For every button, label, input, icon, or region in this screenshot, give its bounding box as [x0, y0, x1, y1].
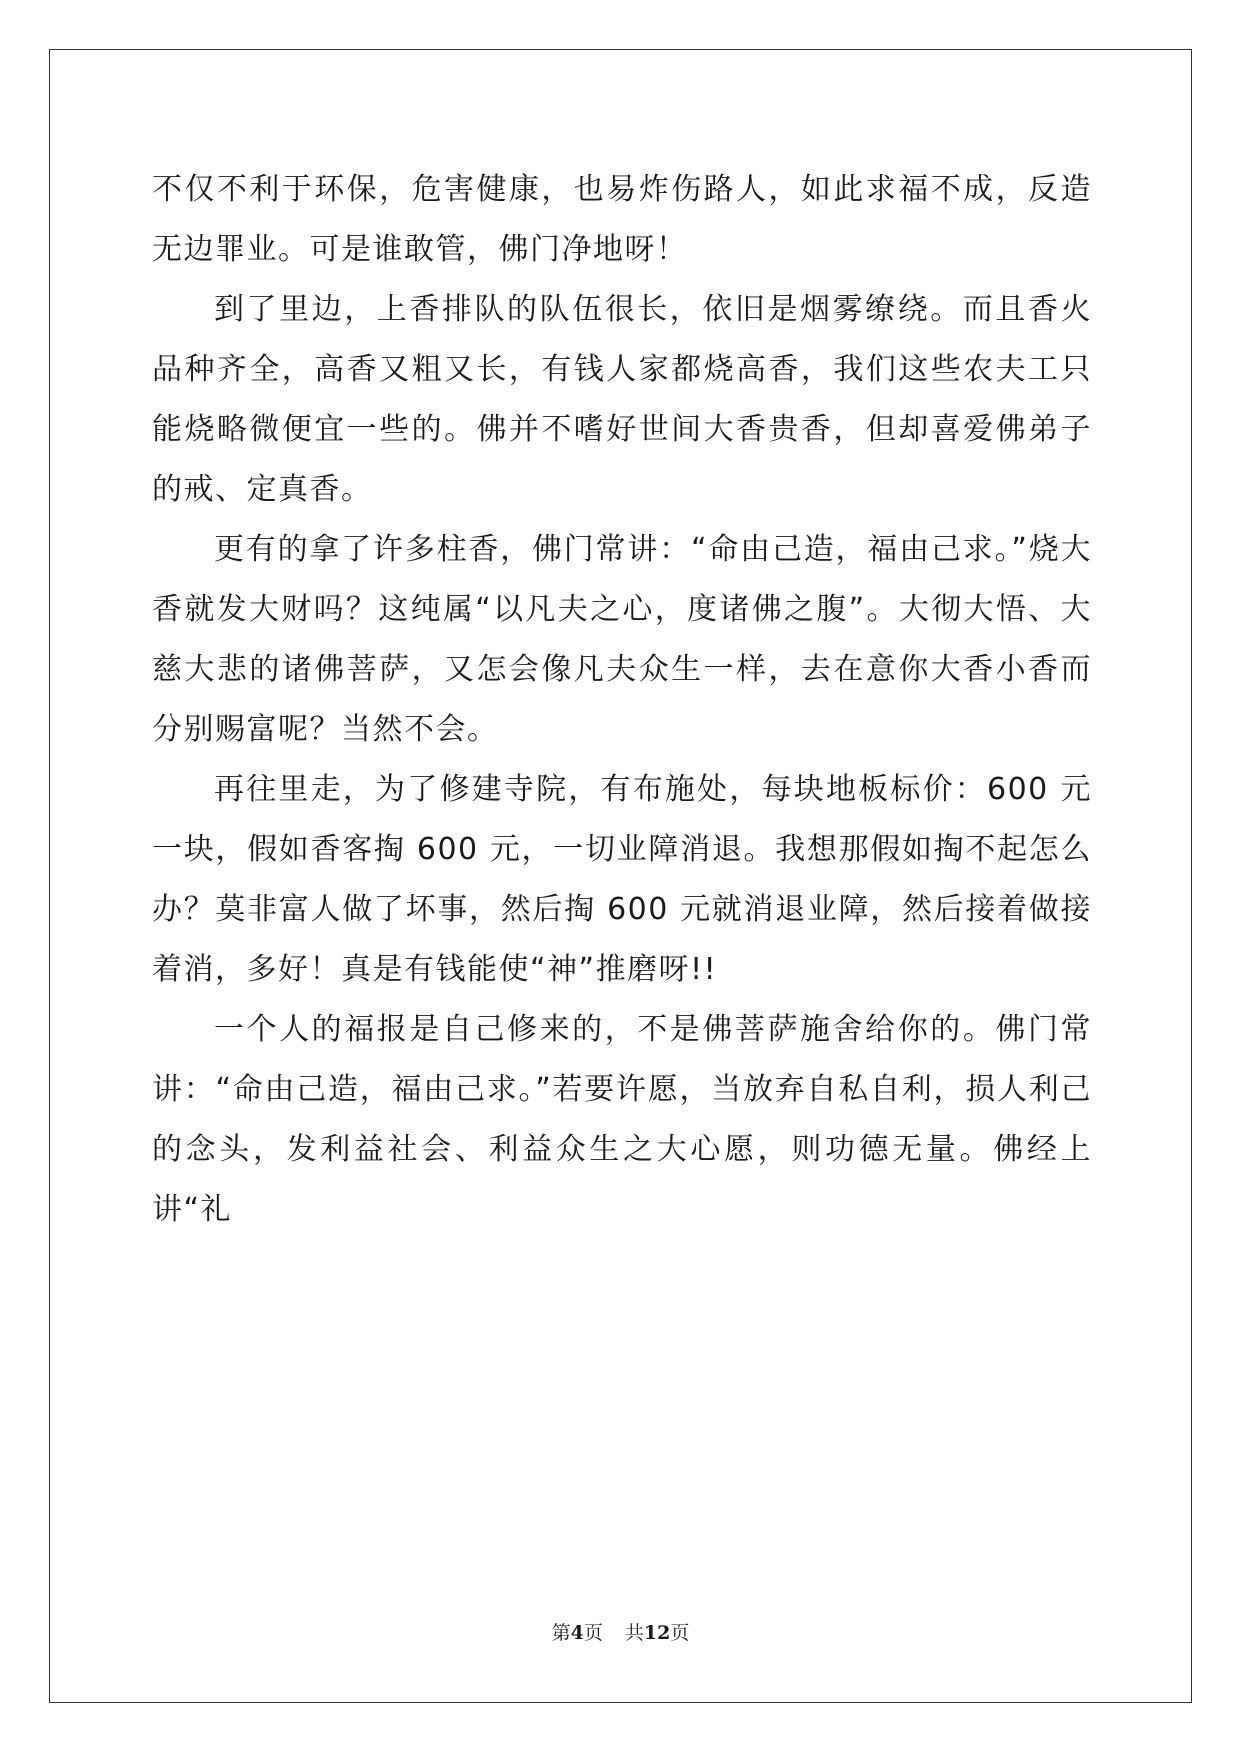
page-prefix: 第: [551, 1622, 571, 1644]
paragraph-1: 不仅不利于环保，危害健康，也易炸伤路人，如此求福不成，反造无边罪业。可是谁敢管，佛门净地呀！: [152, 172, 1092, 267]
paragraph-3: 更有的拿了许多柱香，佛门常讲：“命由己造，福由己求。”烧大香就发大财吗？这纯属“以凡夫之心，度诸佛之腹”。大彻大悟、大慈大悲的诸佛菩萨，又怎会像凡夫众生一样，去在意你大香小香而分别赐富呢？当然不会。: [152, 532, 1092, 747]
paragraph-2: 到了里边，上香排队的队伍很长，依旧是烟雾缭绕。而且香火品种齐全，高香又粗又长，有钱人家都烧高香，我们这些农夫工只能烧略微便宜一些的。佛并不嗜好世间大香贵香，但却喜爱佛弟子的戒、定真香。: [152, 292, 1092, 507]
page-suffix: 页: [583, 1622, 603, 1644]
total-page-count: 12: [643, 1622, 671, 1644]
paragraph-5: 一个人的福报是自己修来的，不是佛菩萨施舍给你的。佛门常讲：“命由己造，福由己求。”若要许愿，当放弃自私自利，损人利己的念头，发利益社会、利益众生之大心愿，则功德无量。佛经上讲“礼: [152, 1012, 1092, 1227]
total-suffix: 页: [670, 1622, 690, 1644]
document-body: [152, 160, 1092, 1240]
current-page-number: 4: [570, 1622, 584, 1644]
page-number-footer: [0, 1618, 1241, 1645]
paragraph-4: 再往里走，为了修建寺院，有布施处，每块地板标价：600 元一块，假如香客掏 600 元，一切业障消退。我想那假如掏不起怎么办？莫非富人做了坏事，然后掏 600 元就消退业障，然后接着做接着消，多好！真是有钱能使“神”推磨呀!!: [152, 772, 1092, 987]
total-prefix: 共: [624, 1622, 644, 1644]
